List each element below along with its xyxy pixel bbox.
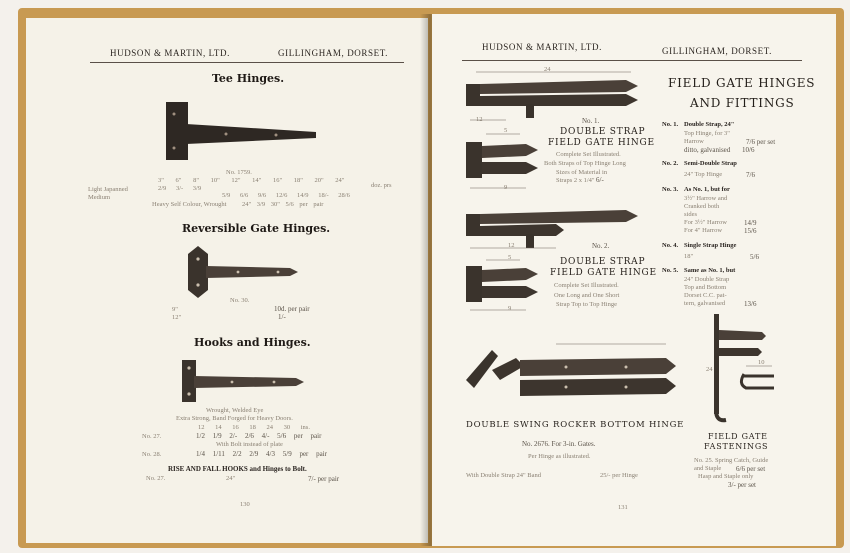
size: 12 [198, 424, 205, 431]
no1-label: No. 1. [582, 117, 600, 125]
price: 5/9 per pair [282, 450, 328, 458]
size: 24 [266, 424, 273, 431]
double-strap-hinge-no2-bottom-image [466, 258, 548, 314]
gate-number: No. 30. [230, 297, 250, 304]
list-2-line-2: 24" Top Hinge [684, 171, 723, 178]
no2-desc-1: Complete Set Illustrated. [554, 282, 619, 289]
size: 16" [272, 177, 283, 184]
tee-hinges-title: Tee Hinges. [212, 72, 285, 85]
no2-caption-2: FIELD GATE HINGE [550, 268, 657, 278]
size: 20" [314, 177, 324, 184]
list-5-line-1: Same as No. 1, but [684, 267, 736, 274]
page-number-left: 130 [240, 501, 250, 508]
no1-desc-3: Sizes of Material in [556, 169, 608, 176]
reversible-gate-hinge-image [188, 246, 300, 298]
header-rule-right [462, 60, 802, 61]
gate-price-1: 10d. per pair [274, 305, 310, 313]
price: 2/6 [244, 432, 254, 440]
list-3-line-3: Cranked both [684, 203, 720, 210]
gate-size-2: 12" [172, 314, 182, 321]
list-5-price-1: 13/6 [744, 300, 757, 308]
size: 12" [231, 177, 241, 184]
no28-values [196, 450, 327, 458]
tee-row1-values [158, 185, 201, 192]
no1-desc-2: Both Straps of Top Hinge Long [544, 160, 626, 167]
fastenings-title-2: FASTENINGS [704, 442, 769, 451]
price: 1/11 [212, 450, 225, 458]
price: 5/6 per pair [285, 201, 324, 208]
price: 3/9 [192, 185, 202, 192]
price: 1/2 [196, 432, 205, 440]
price: 4/- [261, 432, 270, 440]
list-1-line-3: Harrow [684, 138, 704, 145]
size: 24" [335, 177, 345, 184]
price: 5/9 [222, 192, 231, 199]
price: 2/9 [249, 450, 259, 458]
fastenings-line-2: and Staple [694, 465, 722, 472]
size: 8" [193, 177, 199, 184]
list-5-line-4: Dorset C.C. pat- [684, 292, 727, 299]
hooks-line1: Wrought, Welded Eye [206, 407, 264, 414]
price: 2/- [229, 432, 238, 440]
header-place-right: GILLINGHAM, DORSET. [662, 46, 772, 56]
size: 3" [158, 177, 164, 184]
no1-price: 6/- [596, 176, 604, 184]
left-page [26, 18, 428, 543]
size: 10" [210, 177, 220, 184]
tee-row3-values [242, 201, 323, 208]
section-title-2: AND FITTINGS [690, 96, 795, 110]
rocker-bottom-hinge-image [466, 340, 678, 414]
fastenings-no: No. 25. Spring Catch, Guide [694, 457, 769, 464]
fastenings-line-3: Hasp and Staple only [698, 473, 754, 480]
no1-caption-1: DOUBLE STRAP [560, 127, 646, 137]
rocker-note: Per Hinge as illustrated. [528, 453, 591, 460]
hooks-hinges-title: Hooks and Hinges. [194, 336, 311, 349]
list-1-price-1: 7/6 per set [746, 138, 776, 146]
list-4-line-1: Single Strap Hinge [684, 242, 737, 249]
price: 1/9 [212, 432, 222, 440]
price: 28/6 [338, 192, 350, 199]
list-no-1: No. 1. [662, 121, 679, 128]
header-firm-left: HUDSON & MARTIN, LTD. [110, 48, 230, 58]
gate-hinges-title: Reversible Gate Hinges. [182, 222, 331, 235]
list-5-line-3: Top and Bottom [684, 284, 727, 291]
dim-side-3: 12 [508, 242, 515, 249]
rocker-title: DOUBLE SWING ROCKER BOTTOM HINGE [466, 420, 685, 430]
page-number-right: 131 [618, 504, 628, 511]
list-1-line-4: ditto, galvanised [684, 146, 731, 154]
list-1-line-2: Top Hinge, for 3" [684, 130, 730, 137]
size: 18 [249, 424, 256, 431]
hooks-line2: Extra Strong, Band Forged for Heavy Doors. [176, 415, 293, 422]
tee-per: doz. prs [371, 182, 392, 189]
list-5-line-5: tern, galvanised [684, 300, 726, 307]
double-strap-hinge-no2-top-image [466, 200, 642, 254]
size: 30 ins. [283, 424, 310, 431]
gate-size-1: 9" [172, 306, 178, 313]
no27b-size: 24" [226, 475, 236, 482]
size: 30" [270, 201, 280, 208]
no28-label: No. 28. [142, 451, 162, 458]
fastenings-price-2: 6/6 per set [736, 465, 766, 473]
price: 18/- [318, 192, 329, 199]
size: 16 [232, 424, 239, 431]
list-3-line-1: As No. 1, but for [684, 186, 730, 193]
price: 1/4 [196, 450, 205, 458]
size: 14" [252, 177, 262, 184]
tee-sizes [158, 177, 344, 184]
fastenings-title-1: FIELD GATE [708, 432, 768, 441]
list-3-line-5: For 3½" Harrow [684, 219, 727, 226]
price: 9/6 [257, 192, 267, 199]
rocker-strap: With Double Strap 24" Band [466, 472, 541, 479]
no27b-price: 7/- per pair [308, 475, 340, 483]
price: 6/6 [239, 192, 249, 199]
list-3-line-4: sides [684, 211, 697, 218]
list-1-line-1: Double Strap, 24" [684, 121, 735, 128]
fastening-dim-a: 24 [706, 366, 713, 373]
price: 3/- [175, 185, 184, 192]
list-1-price-2: 10/6 [742, 146, 755, 154]
no2-caption-1: DOUBLE STRAP [560, 257, 646, 267]
section-title-1: FIELD GATE HINGES [668, 76, 816, 90]
rocker-price: 25/- per Hinge [600, 472, 638, 479]
no2-desc-3: Strap Top to Top Hinge [556, 301, 617, 308]
tee-number: No. 1759. [226, 169, 252, 176]
dim-top-4: 5 [508, 254, 512, 261]
dim-side-1: 12 [476, 116, 483, 123]
tee-hinge-image [166, 102, 326, 162]
list-no-3: No. 3. [662, 186, 679, 193]
no27-values [196, 432, 321, 440]
hook-hinge-image [182, 358, 308, 406]
list-3-line-6: For 4" Harrow [684, 227, 723, 234]
price: 3/9 [256, 201, 266, 208]
right-page [432, 14, 836, 546]
no27-label: No. 27. [142, 433, 162, 440]
header-place-left: GILLINGHAM, DORSET. [278, 48, 388, 58]
gate-price-2: 1/- [278, 313, 286, 321]
tee-row1-label: Light Japanned [88, 186, 128, 193]
dim-top-1: 24 [544, 66, 551, 73]
list-5-line-2: 24" Double Strap [684, 276, 730, 283]
price: 2/2 [232, 450, 242, 458]
header-rule-left [90, 62, 404, 63]
no1-desc-4: Straps 2 x 1/4" [556, 177, 595, 184]
no1-desc-1: Complete Set Illustrated. [556, 151, 621, 158]
no27b-label: No. 27. [146, 475, 166, 482]
list-3-line-2: 3½" Harrow and [684, 195, 728, 202]
gate-fastening-image [702, 314, 782, 424]
price: 5/6 per pair [277, 432, 322, 440]
hooks-sizes [198, 424, 310, 431]
size: 14 [215, 424, 222, 431]
list-3-price-2: 15/6 [744, 227, 757, 235]
size: 24" [242, 201, 252, 208]
price: 14/9 [297, 192, 309, 199]
fastenings-price-3: 3/- per set [728, 481, 756, 489]
tee-row3-label: Heavy Self Colour, Wrought [152, 201, 227, 208]
double-strap-hinge-no1-bottom-image [466, 132, 548, 192]
list-no-2: No. 2. [662, 160, 679, 167]
dim-bottom-4: 9 [508, 305, 512, 312]
rise-fall-heading: RISE AND FALL HOOKS and Hinges to Bolt. [168, 465, 307, 473]
no1-caption-2: FIELD GATE HINGE [548, 138, 655, 148]
list-4-price-1: 5/6 [750, 253, 759, 261]
dim-top-2: 5 [504, 127, 508, 134]
size: 18" [293, 177, 303, 184]
list-2-price-1: 7/6 [746, 171, 755, 179]
fastening-dim-b: 10 [758, 359, 765, 366]
list-no-5: No. 5. [662, 267, 679, 274]
list-3-price-1: 14/9 [744, 219, 757, 227]
header-firm-right: HUDSON & MARTIN, LTD. [482, 42, 602, 52]
size: 6" [175, 177, 182, 184]
with-bolt: With Bolt instead of plate [216, 441, 283, 448]
no2-label: No. 2. [592, 242, 610, 250]
no2-desc-2: One Long and One Short [554, 292, 620, 299]
double-strap-hinge-no1-top-image [466, 70, 642, 124]
dim-bottom-2: 9 [504, 184, 508, 191]
rocker-number: No. 2676. For 3-in. Gates. [522, 440, 596, 448]
list-no-4: No. 4. [662, 242, 679, 249]
list-2-line-1: Semi-Double Strap [684, 160, 737, 167]
price: 4/3 [266, 450, 275, 458]
tee-row2-values [222, 192, 350, 199]
price: 12/6 [275, 192, 288, 199]
price: 2/9 [158, 185, 167, 192]
list-4-line-2: 18" [684, 253, 694, 260]
tee-row2-label: Medium [88, 194, 111, 201]
